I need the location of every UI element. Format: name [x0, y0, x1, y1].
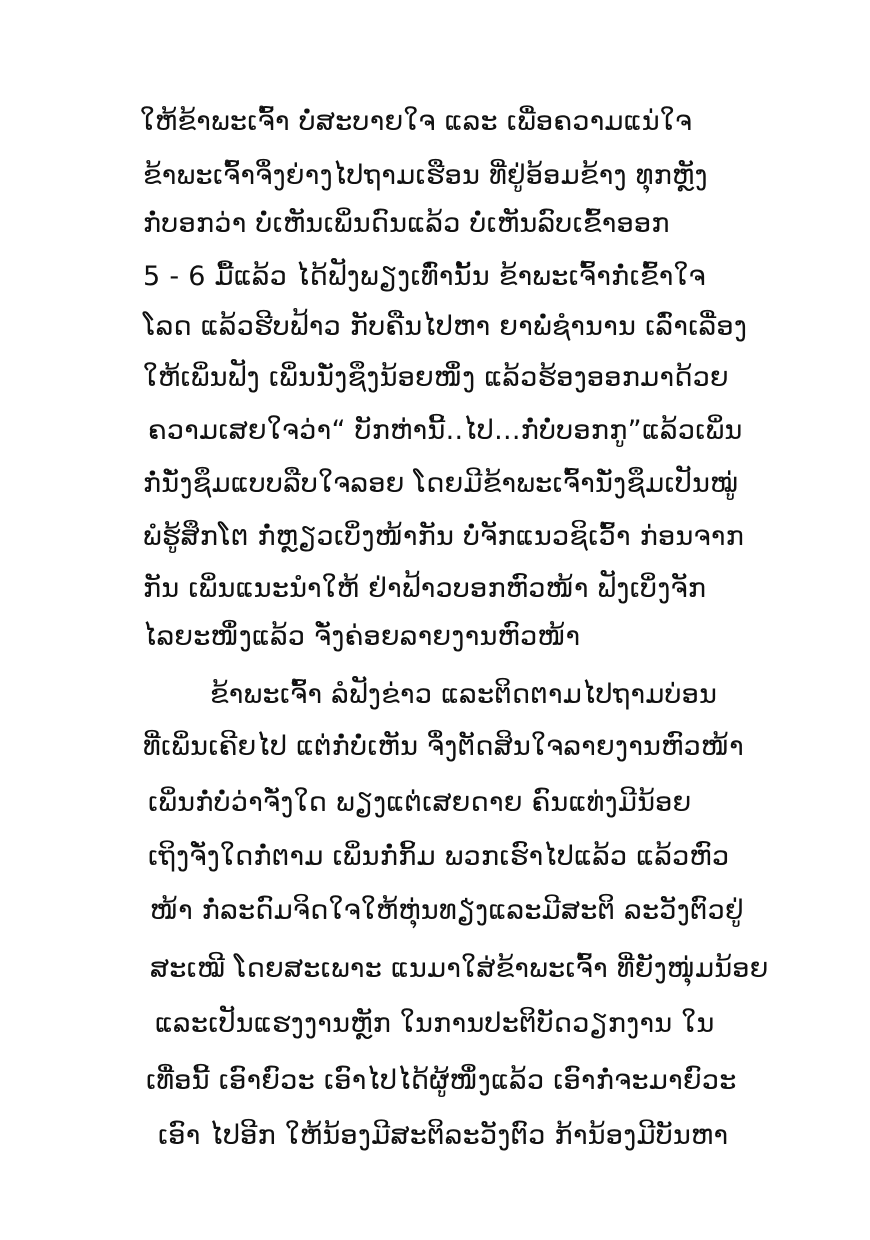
text-line-20: ເອົາ ໄປອີກ ໃຫ້ນ້ອງມີສະຕິລະວັງຕົວ ກ້ານ້ອງມີບັນຫາ: [158, 1120, 729, 1151]
text-line-11: ໄລຍະໜຶ່ງແລ້ວ ຈັ່ງຄ່ອຍລາຍງານຫົວໜ້າ: [143, 621, 581, 652]
text-line-16: ໜ້າ ກໍ່ລະດົມຈິດໃຈໃຫ້ຫຸ່ນທຽ່ງແລະມີສະຕິ ລະວັງຕົວຢູ່: [150, 895, 744, 926]
text-line-1: ໃຫ້ຂ້າພະເຈົ້າ ບໍ່ສະບາຍໃຈ ແລະ ເພື່ອຄວາມແນ່ໃຈ: [140, 106, 693, 137]
text-line-13: ທີ່ເພິ່ນເຄີຍໄປ ແຕ່ກໍ່ບໍ່ເຫັນ ຈຶ່ງຕັດສິນໃຈລາຍງານຫົວໜ້າ: [143, 731, 744, 762]
text-line-6: ໃຫ້ເພິ່ນຟັງ ເພິ່ນນັ່ງຊຶງນ້ອຍໜຶ່ງ ແລ້ວຮ້ອງອອກມາດ້ວຍ: [143, 362, 729, 393]
text-line-19: ເທື່ອນີ້ ເອົາຍົວະ ເອົາໄປໄດ້ຜູ້ໜຶ່ງແລ້ວ ເອົາກໍ່ຈະມາຍົວະ: [146, 1065, 737, 1096]
text-line-4: 5 - 6 ມື້ແລ້ວ ໄດ້ຟັງພຽງເທົ່ານັ້ນ ຂ້າພະເຈົ້າກໍ່ເຂົ້າໃຈ: [143, 261, 706, 292]
text-line-5: ໂລດ ແລ້ວຮີບຟ້າວ ກັບຄືນໄປຫາ ຍາພໍ່ຊຳນານ ເລົ່າເລື່ອງ: [143, 311, 748, 342]
text-line-9: ພໍຮູ້ສຶກໂຕ ກໍ່ຫຼຽວເບິ່ງໜ້າກັນ ບໍ່ຈັກແນວຊິເວົ້າ ກ່ອນຈາກ: [143, 521, 745, 552]
text-line-12: ຂ້າພະເຈົ້າ ລໍຟັງຂ່າວ ແລະຕິດຕາມໄປຖາມບ່ອນ: [210, 679, 718, 710]
text-line-2: ຂ້າພະເຈົ້າຈຶ່ງຍ່າງໄປຖາມເຮືອນ ທີ່ຢູ່ອ້ອມຂ້າງ ທຸກຫຼັງ: [143, 160, 708, 191]
text-line-7: ຄວາມເສຍໃຈວ່າ“ ບັກຫ່ານີ້..ໄປ...ກໍ່ບໍ່ບອກກູ”ແລ້ວເພິ່ນ: [148, 415, 743, 446]
text-line-17: ສະເໝີ ໂດຍສະເພາະ ແນມາໃສ່ຂ້າພະເຈົ້າ ທີ່ຍັງໜຸ່ມນ້ອຍ: [150, 953, 769, 984]
text-line-15: ເຖິງຈັ່ງໃດກໍ່ຕາມ ເພິ່ນກໍ່ກິ້ມ ພວກເຮົາໄປແລ້ວ ແລ້ວຫົວ: [148, 841, 730, 872]
text-line-10: ກັນ ເພິ່ນແນະນຳໃຫ້ ຢ່າຟ້າວບອກຫົວໜ້າ ຟັງເບິ່ງຈັກ: [143, 573, 707, 604]
text-line-18: ແລະເປັນແຮງງານຫຼັກ ໃນການປະຕິບັດວຽກງານ ໃນ: [155, 1008, 715, 1039]
text-line-3: ກໍ່ບອກວ່າ ບໍ່ເຫັນເພິ່ນດົນແລ້ວ ບໍ່ເຫັນລົບເຂົ້າອອກ: [143, 208, 670, 239]
text-line-14: ເພິ່ນກໍ່ບໍ່ວ່າຈັ່ງໃດ ພຽງແຕ່ເສຍດາຍ ຄົນແທ່ງມີນ້ອຍ: [148, 787, 692, 818]
text-line-8: ກໍ່ນັ່ງຊຶມແບບລືບໃຈລອຍ ໂດຍມີຂ້າພະເຈົ້ານັ່ງຊຶມເປັນໝູ່: [143, 468, 739, 499]
